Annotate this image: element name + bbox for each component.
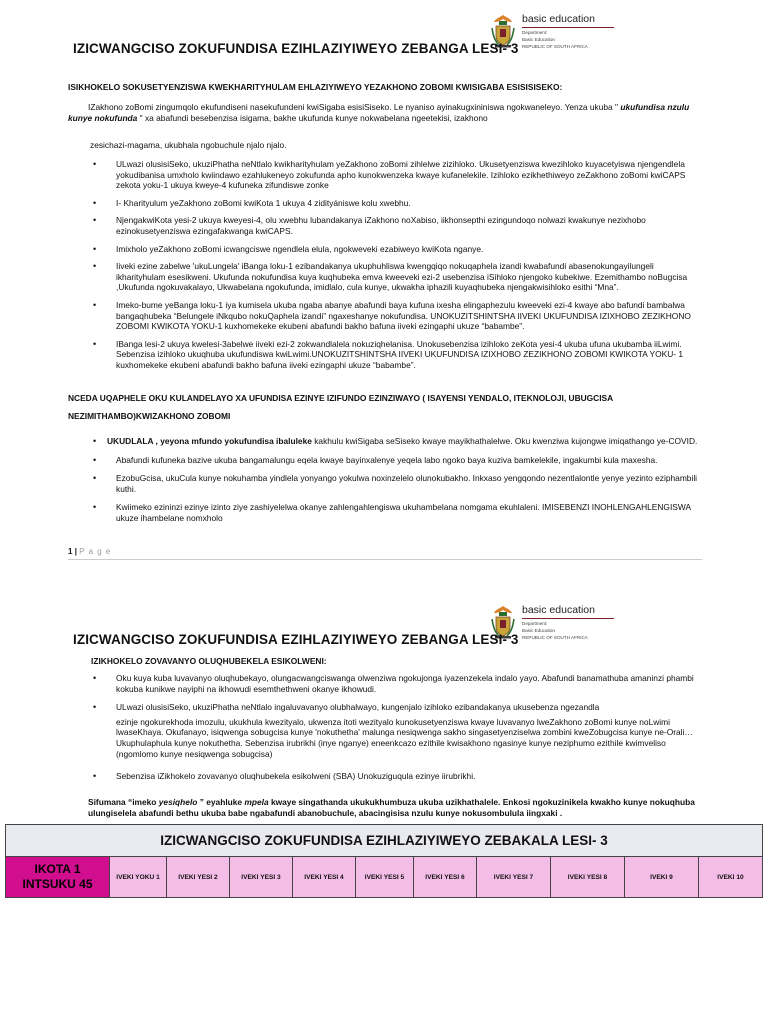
list-item: • Oku kuya kuba luvavanyo oluqhubekayo, olungacwangciswanga olwenziwa ngokujonga iyazenzekela indalo yayo. Abafundi banamathuba amaninzi phambi kokuba kunikwe nayiphi na ikhowudi esemthethweni okanye ikhowudi.	[93, 673, 694, 694]
table-title: IZICWANGCISO ZOKUFUNDISA EZIHLAZIYIWEYO ZEBAKALA LESI- 3	[6, 825, 762, 857]
page-2	[0, 600, 768, 900]
section-heading: IZIKHOKELO ZOVAVANYO OLUQHUBEKELA ESIKOLWENI:	[91, 656, 327, 666]
bullet-icon: •	[93, 673, 97, 683]
term-label: IKOTA 1	[34, 862, 81, 876]
list-item: • IBanga lesi-2 ukuya kwelesi-3abelwe iiveki ezi-2 zokwandlalela nokuziqhelanisa. Unokusebenzisa izihloko zeKota yesi-4 ukuba ufuna ukubamba iiLwimi. Sebenzisa izihloko ukuqhuba ukufundiswa kwiLwimi.UNOKUZITSHINTSHA IIVEKI UKUFUNDISA IZIXHOBO ZEZIKHONO ZOBOMI KWIKOTA YOKU- 1 kuxhomekeke ekubeni abafundi bakho bafuna iiveki ezingaphi ukuze “babambe”.	[93, 338, 684, 370]
week-header-cell: IVEKI YESI 7	[477, 857, 551, 897]
logo-sub-text: REPUBLIC OF SOUTH AFRICA	[522, 634, 588, 640]
week-header-cell: IVEKI YESI 5	[356, 857, 414, 897]
intro-text: " xa abafundi besebenzisa isigama, bakhe ukufunda kunye nokwabelana ngeetekisi, izakhono	[137, 113, 488, 123]
week-header-cell: IVEKI YESI 8	[551, 857, 625, 897]
bullet-icon: •	[93, 771, 97, 782]
bullet-icon: •	[93, 299, 97, 310]
bullet-icon: •	[93, 473, 97, 484]
days-label: INTSUKU 45	[22, 877, 93, 891]
closing-note: Sifumana “imeko yesiqhelo ” eyahluke mpela kwaye singathanda ukukukhumbuza ukuba uzikhathalele. Enkosi ngokuzinikela kwakho kunye nokuqhuba ulungiselela abafundi bethu ukuba babe ngabafundi abanobuchule, abacingisisa nzulu kunye nokusombulula iingxaki .	[88, 797, 695, 818]
logo-main-text: basic education	[522, 605, 614, 619]
bullet-icon: •	[93, 261, 97, 272]
list-item: • Imeko-bume yeBanga loku-1 iya kumisela ukuba ngaba abanye abafundi baya kufuna ixesha elingaphezulu kweeveki ezi-4 kwaye abo bafundi bambalwa bangaqhubeka “Belungele iNkqubo nokuQaphela izandi” ngaxeshanye nokufundisa. UNOKUZITSHINTSHA IIVEKI UKUFUNDISA IZIXHOBO ZEZIKHONO ZOBOMI KWIKOTA YOKU-1 kuxhomekeke ekubeni abafundi bakho bafuna iiveki ezingaphi ukuze “babambe”.	[93, 299, 691, 332]
page-footer	[68, 547, 111, 556]
term-cell	[6, 857, 110, 897]
intro-paragraph	[68, 102, 704, 124]
week-header-cell: IVEKI 10	[699, 857, 762, 897]
page-gap	[0, 562, 768, 600]
table-header-row	[6, 857, 762, 897]
list-item: • Abafundi kufuneka bazive ukuba bangamalungu eqela kwaye bayinxalenye yeqela labo ngoko baya kuziva bamkelekile, ingakumbi kula maxesha.	[93, 454, 658, 465]
logo-text	[522, 605, 614, 640]
week-header-cell: IVEKI YOKU 1	[110, 857, 167, 897]
term-plan-table	[5, 824, 763, 898]
week-header-cell: IVEKI 9	[625, 857, 699, 897]
list-item: • EzobuGcisa, ukuCula kunye nokuhamba yindlela yonyango yokulwa noxinzelelo olunokubakho. Inkxaso yengqondo nezentlalontle yenye yezinto eziphambili kuthi.	[93, 473, 698, 494]
intro-paragraph-line2: zesichazi-magama, ukubhala ngobuchule njalo njalo.	[90, 140, 287, 150]
bullet-icon: •	[93, 454, 97, 465]
list-item: • UKUDLALA , yeyona mfundo yokufundisa ibaluleke kakhulu kwiSigaba seSiseko kwaye mayikhathalelwe. Oku kwenziwa kujongwe imiqathango ye-COVID.	[93, 436, 698, 446]
logo-sub-text: Department:	[522, 620, 548, 626]
logo-main-text: basic education	[522, 14, 614, 28]
logo-sub-text: Basic Education	[522, 36, 555, 42]
intro-emphasis: ukufundisa nzulu kunye nokufunda	[68, 102, 690, 123]
emphasis-text: UKUDLALA , yeyona mfundo yokufundisa ibaluleke	[107, 436, 312, 446]
bullet-icon: •	[93, 338, 97, 349]
week-header-cell: IVEKI YESI 4	[293, 857, 356, 897]
logo-text	[522, 14, 614, 49]
footer-page-label: P a g e	[79, 547, 112, 556]
bullet-list-2	[93, 436, 703, 524]
section-heading-2-line2: NEZIMITHAMBO)KWIZAKHONO ZOBOMI	[68, 411, 231, 421]
list-item: • I- Kharityulum yeZakhono zoBomi kwiKota 1 ukuya 4 zidityániswe kolu xwebhu.	[93, 197, 411, 208]
logo-sub-text: Basic Education	[522, 627, 555, 633]
week-header-cell: IVEKI YESI 3	[230, 857, 293, 897]
section-heading-2: NCEDA UQAPHELE OKU KULANDELAYO XA UFUNDISA EZINYE IZIFUNDO EZINZIWAYO ( ISAYENSI YENDALO, ITEKNOLOJI, UBUGCISA	[68, 393, 614, 403]
week-header-cell: IVEKI YESI 2	[167, 857, 230, 897]
footer-separator: |	[74, 547, 77, 556]
list-item: • ULwazi olusisiSeko, ukuziPhatha neNtlalo kwikharityhulam yeZakhono zoBomi zihlelwe zizihloko. Ukusetyenziswa kwezihloko kuyacetyiswa njengendlela yokudibanisa umxholo kwiindawo ezahlukeneyo zokufunda apho kunokwenzeka kwaye kufanelekile. Izihloko ezikhethiweyo zeZakhono zoBomi kwiCAPS zekota yoku-1 ukuya kweye-4 kufuneka zifundiswe zonke	[93, 159, 686, 191]
bullet-list-3	[93, 673, 703, 782]
footer-divider	[68, 559, 702, 560]
bullet-icon: •	[93, 702, 97, 713]
list-item: • Sebenzisa iZikhokelo zovavanyo oluqhubekela esikolweni (SBA) Unokuziguqula ezinye iirubrikhi.	[93, 771, 476, 782]
list-item: • Imixholo yeZakhono zoBomi icwangciswe ngendlela elula, ngokweveki ezabiweyo kwiKota nganye.	[93, 243, 484, 254]
section-heading: ISIKHOKELO SOKUSETYENZISWA KWEKHARITYHULAM EHLAZIYIWEYO YEZAKHONO ZOBOMI KWISIGABA ESISISISEKO:	[68, 82, 563, 92]
bullet-icon: •	[93, 243, 97, 254]
intro-text: IZakhono zoBomi zingumqolo ekufundiseni nasekufundeni kwiSigaba esisiSiseko. Le nyaniso ayinakugxininiswa ngokwaneleyo. Yenza ukuba "	[88, 102, 621, 112]
list-item: • Kwiimeko ezininzi ezinye izinto ziye zashiyelelwa okanye zahlengahlengiswa ukuhambelana nomgama ekuhlaleni. IMISEBENZI INOHLENGAHLENGISWA ukuze ihambelane nomxholo	[93, 502, 691, 523]
bullet-icon: •	[93, 159, 97, 169]
list-item: • Iiveki ezine zabelwe 'ukuLungela' iBanga loku-1 ezibandakanya ukuphuhliswa kwengqiqo nokuqaphela izandi kwabafundi abasenokungayilungeli ikharityhulam esesikweni. Ukufunda nokufundisa kuya kuqhubeka emva kweeveki ezi-2 usebenzisa iSihloko njengoko kubekiwe. Ezemithambo noBugcisa ,Ukufunda ngokuvakalayo, Ukwabelana ngokufunda, imidlalo, cula kunye, ukwakha iphazili kuyaqhubeka njengakwisihloko esithi “Mna”.	[93, 261, 688, 293]
bullet-icon: •	[93, 215, 97, 226]
list-item: • ULwazi olusisiSeko, ukuziPhatha neNtlalo ingaluvavanyo olubhalwayo, kungenjalo izihloko ezibandakanya ukusebenza ngezandla ezinje ngokurekhoda imozulu, ukukhula kwezityalo, ukwenza itoti wezityalo kunokusetyenziswa kwaye luvavanyo lweZakhono zoBomi kunye noLwimi lwaseKhaya. Okufanayo, isiqwenga sobugcisa kunye 'nokuthetha' malunga nesiqwenga sakho singasetyenziselwa zombini kweZobugcisa kunye ne-Orali… Ukuphulaphula kunye nokuthetha. Sebenzisa irubrikhi (inye nganye) eneenkcazo ezithile kwisakhono ngasinye kunye neziphumo ezithile kwimveliso (ngomlomo kunye nesiqwenga sobugcisa)	[93, 702, 693, 759]
week-header-cell: IVEKI YESI 6	[414, 857, 477, 897]
page-title: IZICWANGCISO ZOKUFUNDISA EZIHLAZIYIWEYO ZEBANGA LESI- 3	[73, 41, 519, 56]
bullet-icon: •	[93, 502, 97, 513]
bullet-list	[93, 159, 703, 371]
list-item: • NjengakwiKota yesi-2 ukuya kweyesi-4, olu xwebhu lubandakanya iZakhono noXabiso, iikhonsepthi ezingundoqo nolwazi kwakunye nezixhobo ezinokusetyenziswa ezingafakwanga kwiCAPS.	[93, 215, 646, 236]
logo-sub-text: REPUBLIC OF SOUTH AFRICA	[522, 43, 588, 49]
bullet-icon: •	[93, 197, 97, 208]
bullet-icon: •	[93, 436, 97, 446]
logo-sub-text: Department:	[522, 29, 548, 35]
page-title: IZICWANGCISO ZOKUFUNDISA EZIHLAZIYIWEYO ZEBANGA LESI- 3	[73, 632, 519, 647]
page-number: 1	[68, 547, 73, 556]
